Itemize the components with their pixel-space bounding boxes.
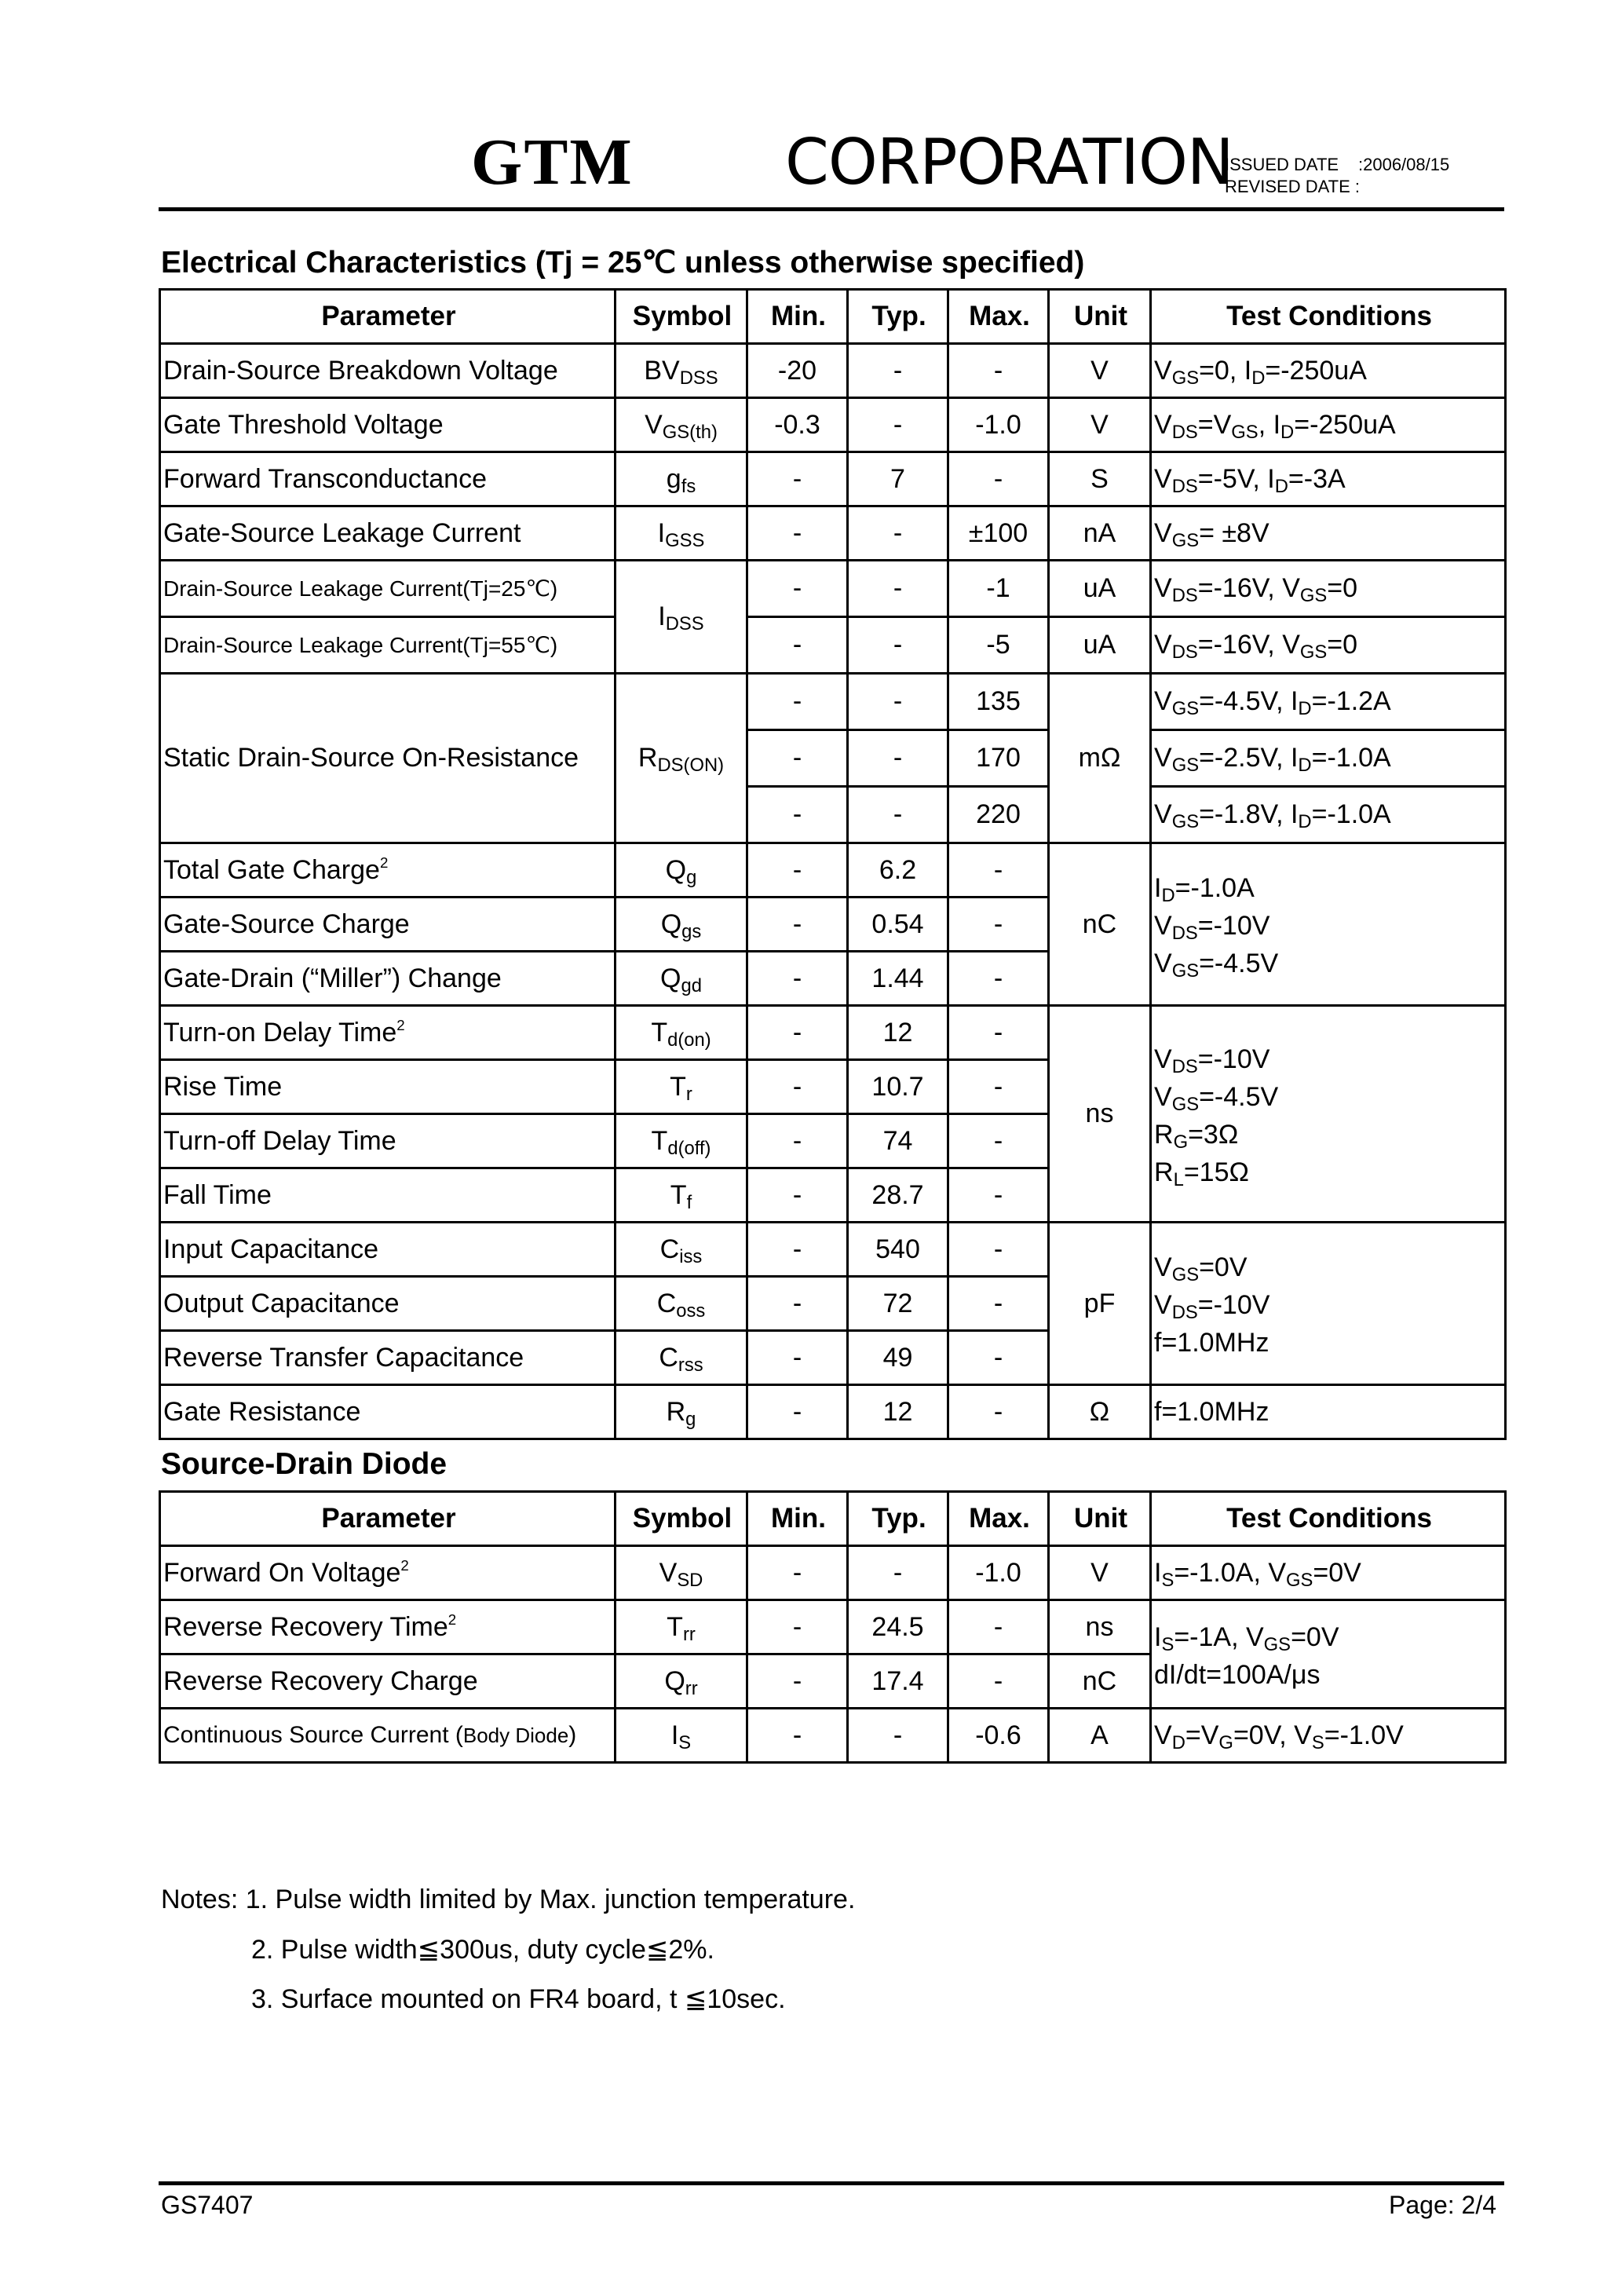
- col-header: Max.: [948, 290, 1049, 344]
- symbol-cell: $Q_{gd}$: [616, 952, 747, 1006]
- symbol-cell: $Q_g$: [616, 843, 747, 898]
- condition-cell: $V_{GS}=-4.5V$, $I_D=-1.2A$: [1151, 674, 1506, 730]
- max-cell: -: [948, 1060, 1049, 1114]
- symbol-cell: $C_{iss}$: [616, 1223, 747, 1277]
- symbol-cell: $g_{fs}$: [616, 452, 747, 506]
- table-row: [160, 843, 1506, 898]
- table-row: [160, 1385, 1506, 1439]
- param-cell: Output Capacitance: [160, 1277, 616, 1331]
- table-header-row: [160, 1492, 1506, 1546]
- electrical-characteristics-title: Electrical Characteristics (Tj = 25℃ unless otherwise specified): [161, 246, 1085, 280]
- min-cell: -: [747, 1114, 848, 1168]
- param-cell: Fall Time: [160, 1168, 616, 1223]
- symbol-cell: $C_{oss}$: [616, 1277, 747, 1331]
- param-cell: Static Drain-Source On-Resistance: [160, 674, 616, 843]
- col-header: Test Conditions: [1151, 1492, 1506, 1546]
- condition-cell: $V_D=V_G=0V$, $V_S=-1.0V$: [1151, 1709, 1506, 1763]
- param-cell: Total Gate Charge$^2$: [160, 843, 616, 898]
- table-row: [160, 1223, 1506, 1277]
- max-cell: -1.0: [948, 398, 1049, 452]
- table-row: [160, 344, 1506, 398]
- symbol-cell: $Q_{rr}$: [616, 1654, 747, 1709]
- col-header: Unit: [1049, 1492, 1151, 1546]
- param-cell: Reverse Transfer Capacitance: [160, 1331, 616, 1385]
- param-cell: Forward On Voltage$^2$: [160, 1546, 616, 1600]
- param-cell: Drain-Source Leakage Current(Tj=55℃): [160, 617, 616, 674]
- max-cell: -: [948, 344, 1049, 398]
- table-row: [160, 452, 1506, 506]
- col-header: Parameter: [160, 290, 616, 344]
- typ-cell: 12: [848, 1006, 948, 1060]
- min-cell: -: [747, 452, 848, 506]
- max-cell: -: [948, 1385, 1049, 1439]
- condition-cell: $V_{GS}= \pm 8V$: [1151, 506, 1506, 561]
- typ-cell: 74: [848, 1114, 948, 1168]
- unit-cell: pF: [1049, 1223, 1151, 1385]
- symbol-cell: $Q_{gs}$: [616, 898, 747, 952]
- condition-cell: $V_{DS}=-10V$ $V_{GS}=-4.5V$ $R_G=3\Omega$ $R_L=15\Omega$: [1151, 1006, 1506, 1223]
- issued-date-label: ISSUED DATE: [1225, 155, 1339, 174]
- param-cell: Input Capacitance: [160, 1223, 616, 1277]
- typ-cell: -: [848, 730, 948, 787]
- symbol-cell: $R_g$: [616, 1385, 747, 1439]
- typ-cell: -: [848, 617, 948, 674]
- issued-date-value: :2006/08/15: [1358, 155, 1450, 174]
- max-cell: -: [948, 1223, 1049, 1277]
- typ-cell: 49: [848, 1331, 948, 1385]
- typ-cell: 72: [848, 1277, 948, 1331]
- symbol-cell: $T_f$: [616, 1168, 747, 1223]
- max-cell: -: [948, 1654, 1049, 1709]
- unit-cell: A: [1049, 1709, 1151, 1763]
- unit-cell: ns: [1049, 1600, 1151, 1654]
- unit-cell: nC: [1049, 1654, 1151, 1709]
- condition-cell: $V_{GS}=-1.8V$, $I_D=-1.0A$: [1151, 787, 1506, 843]
- table-row: [160, 1709, 1506, 1763]
- param-cell: Gate-Source Charge: [160, 898, 616, 952]
- min-cell: -0.3: [747, 398, 848, 452]
- symbol-cell: $C_{rss}$: [616, 1331, 747, 1385]
- condition-cell: $V_{DS}=-16V$, $V_{GS}=0$: [1151, 561, 1506, 617]
- min-cell: -: [747, 1600, 848, 1654]
- min-cell: -: [747, 674, 848, 730]
- col-header: Unit: [1049, 290, 1151, 344]
- col-header: Symbol: [616, 1492, 747, 1546]
- max-cell: -: [948, 1114, 1049, 1168]
- table-row: [160, 617, 1506, 674]
- min-cell: -: [747, 787, 848, 843]
- table-row: [160, 561, 1506, 617]
- max-cell: -: [948, 952, 1049, 1006]
- symbol-cell: $BV_{DSS}$: [616, 344, 747, 398]
- min-cell: -: [747, 1331, 848, 1385]
- typ-cell: 17.4: [848, 1654, 948, 1709]
- typ-cell: 540: [848, 1223, 948, 1277]
- symbol-cell: $I_S$: [616, 1709, 747, 1763]
- typ-cell: -: [848, 561, 948, 617]
- unit-cell: Ω: [1049, 1385, 1151, 1439]
- param-cell: Gate Resistance: [160, 1385, 616, 1439]
- param-cell: Gate-Drain (“Miller”) Change: [160, 952, 616, 1006]
- param-cell: Drain-Source Breakdown Voltage: [160, 344, 616, 398]
- unit-cell: nC: [1049, 843, 1151, 1006]
- max-cell: -: [948, 1331, 1049, 1385]
- condition-cell: $V_{DS}=-5V$, $I_D=-3A$: [1151, 452, 1506, 506]
- typ-cell: 1.44: [848, 952, 948, 1006]
- issue-dates: [1225, 154, 1449, 198]
- col-header: Symbol: [616, 290, 747, 344]
- notes: [161, 1885, 855, 2033]
- col-header: Min.: [747, 1492, 848, 1546]
- typ-cell: 0.54: [848, 898, 948, 952]
- max-cell: -: [948, 1006, 1049, 1060]
- min-cell: -: [747, 1223, 848, 1277]
- condition-cell: $I_S=-1A$, $V_{GS}=0V$ dI/dt=100A/μs: [1151, 1600, 1506, 1709]
- max-cell: 220: [948, 787, 1049, 843]
- min-cell: -: [747, 843, 848, 898]
- max-cell: -0.6: [948, 1709, 1049, 1763]
- param-cell: Forward Transconductance: [160, 452, 616, 506]
- note-2: 2. Pulse width≦300us, duty cycle≦2%.: [251, 1935, 714, 1965]
- condition-cell: $V_{DS}=V_{GS}$, $I_D=-250uA$: [1151, 398, 1506, 452]
- table-row: [160, 506, 1506, 561]
- col-header: Typ.: [848, 290, 948, 344]
- typ-cell: -: [848, 506, 948, 561]
- typ-cell: -: [848, 398, 948, 452]
- symbol-cell: $T_{d(off)}$: [616, 1114, 747, 1168]
- typ-cell: -: [848, 674, 948, 730]
- unit-cell: ns: [1049, 1006, 1151, 1223]
- max-cell: -: [948, 1277, 1049, 1331]
- max-cell: -: [948, 1600, 1049, 1654]
- symbol-cell: $T_r$: [616, 1060, 747, 1114]
- typ-cell: 12: [848, 1385, 948, 1439]
- page-number: Page: 2/4: [1389, 2191, 1496, 2219]
- table-row: [160, 398, 1506, 452]
- min-cell: -20: [747, 344, 848, 398]
- typ-cell: 6.2: [848, 843, 948, 898]
- min-cell: -: [747, 1006, 848, 1060]
- symbol-cell: $I_{GSS}$: [616, 506, 747, 561]
- typ-cell: -: [848, 1546, 948, 1600]
- note-1: Notes: 1. Pulse width limited by Max. junction temperature.: [161, 1885, 856, 1914]
- min-cell: -: [747, 1546, 848, 1600]
- min-cell: -: [747, 1385, 848, 1439]
- table-row: [160, 674, 1506, 730]
- min-cell: -: [747, 1060, 848, 1114]
- note-3: 3. Surface mounted on FR4 board, t ≦10sec.: [251, 1984, 786, 2014]
- col-header: Test Conditions: [1151, 290, 1506, 344]
- typ-cell: 28.7: [848, 1168, 948, 1223]
- unit-cell: S: [1049, 452, 1151, 506]
- condition-cell: $I_S=-1.0A$, $V_{GS}=0V$: [1151, 1546, 1506, 1600]
- typ-cell: 10.7: [848, 1060, 948, 1114]
- corporation-title: CORPORATION: [785, 126, 1233, 199]
- typ-cell: -: [848, 1709, 948, 1763]
- symbol-cell: $T_{rr}$: [616, 1600, 747, 1654]
- param-cell: Turn-on Delay Time$^2$: [160, 1006, 616, 1060]
- min-cell: -: [747, 730, 848, 787]
- min-cell: -: [747, 1709, 848, 1763]
- symbol-cell: $T_{d(on)}$: [616, 1006, 747, 1060]
- param-cell: Rise Time: [160, 1060, 616, 1114]
- condition-cell: $V_{GS}=0V$ $V_{DS}=-10V$ f=1.0MHz: [1151, 1223, 1506, 1385]
- unit-cell: V: [1049, 398, 1151, 452]
- header-rule: [159, 207, 1504, 211]
- min-cell: -: [747, 1168, 848, 1223]
- source-drain-diode-title: Source-Drain Diode: [161, 1447, 448, 1481]
- condition-cell: $I_D=-1.0A$ $V_{DS}=-10V$ $V_{GS}=-4.5V$: [1151, 843, 1506, 1006]
- source-drain-diode-table: [159, 1490, 1507, 1764]
- typ-cell: -: [848, 344, 948, 398]
- unit-cell: uA: [1049, 561, 1151, 617]
- electrical-characteristics-table: [159, 288, 1507, 1440]
- condition-cell: $V_{GS}=0$, $I_D=-250uA$: [1151, 344, 1506, 398]
- param-cell: Reverse Recovery Time$^2$: [160, 1600, 616, 1654]
- max-cell: -1: [948, 561, 1049, 617]
- typ-cell: -: [848, 787, 948, 843]
- unit-cell: uA: [1049, 617, 1151, 674]
- max-cell: -: [948, 452, 1049, 506]
- min-cell: -: [747, 561, 848, 617]
- max-cell: 135: [948, 674, 1049, 730]
- table-row: [160, 1006, 1506, 1060]
- condition-cell: $V_{GS}=-2.5V$, $I_D=-1.0A$: [1151, 730, 1506, 787]
- min-cell: -: [747, 506, 848, 561]
- table-header-row: [160, 290, 1506, 344]
- symbol-cell: $V_{SD}$: [616, 1546, 747, 1600]
- company-logo: GTM: [471, 126, 634, 199]
- symbol-cell: $I_{DSS}$: [616, 561, 747, 674]
- condition-cell: $V_{DS}=-16V$, $V_{GS}=0$: [1151, 617, 1506, 674]
- unit-cell: V: [1049, 344, 1151, 398]
- typ-cell: 24.5: [848, 1600, 948, 1654]
- part-number: GS7407: [161, 2191, 254, 2219]
- footer-rule: [159, 2181, 1504, 2185]
- min-cell: -: [747, 952, 848, 1006]
- col-header: Typ.: [848, 1492, 948, 1546]
- max-cell: ±100: [948, 506, 1049, 561]
- unit-cell: mΩ: [1049, 674, 1151, 843]
- param-cell: Gate-Source Leakage Current: [160, 506, 616, 561]
- max-cell: -5: [948, 617, 1049, 674]
- unit-cell: nA: [1049, 506, 1151, 561]
- symbol-cell: $R_{DS(ON)}$: [616, 674, 747, 843]
- param-cell: Drain-Source Leakage Current(Tj=25℃): [160, 561, 616, 617]
- symbol-cell: $V_{GS(th)}$: [616, 398, 747, 452]
- param-cell: Turn-off Delay Time: [160, 1114, 616, 1168]
- max-cell: -: [948, 1168, 1049, 1223]
- col-header: Max.: [948, 1492, 1049, 1546]
- min-cell: -: [747, 1277, 848, 1331]
- typ-cell: 7: [848, 452, 948, 506]
- min-cell: -: [747, 898, 848, 952]
- param-cell: Continuous Source Current (Body Diode): [160, 1709, 616, 1763]
- max-cell: -1.0: [948, 1546, 1049, 1600]
- unit-cell: V: [1049, 1546, 1151, 1600]
- col-header: Parameter: [160, 1492, 616, 1546]
- max-cell: -: [948, 843, 1049, 898]
- min-cell: -: [747, 617, 848, 674]
- condition-cell: f=1.0MHz: [1151, 1385, 1506, 1439]
- param-cell: Reverse Recovery Charge: [160, 1654, 616, 1709]
- revised-date-label: REVISED DATE :: [1225, 177, 1360, 196]
- min-cell: -: [747, 1654, 848, 1709]
- max-cell: -: [948, 898, 1049, 952]
- col-header: Min.: [747, 290, 848, 344]
- max-cell: 170: [948, 730, 1049, 787]
- table-row: [160, 1546, 1506, 1600]
- table-row: [160, 1600, 1506, 1654]
- param-cell: Gate Threshold Voltage: [160, 398, 616, 452]
